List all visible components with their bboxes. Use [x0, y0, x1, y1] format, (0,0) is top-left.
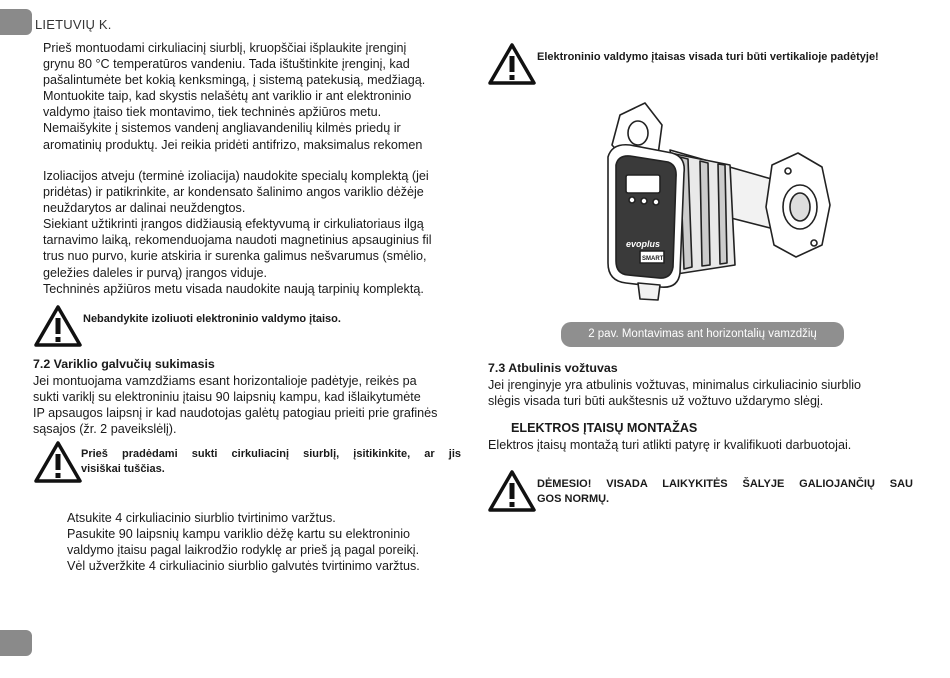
insulation-line: Siekiant užtikrinti įrangos didžiausią efektyvumą ir cirkuliatoriaus ilgą: [43, 217, 424, 232]
warning-attention-line: GOS NORMŲ.: [537, 493, 610, 505]
step-line: Atsukite 4 cirkuliacinio siurblio tvirtinimo varžtus.: [67, 511, 336, 525]
intro-line: Montuokite taip, kad skystis nelašėtų ant variklio ir ant elektroninio: [43, 89, 412, 104]
page-edge-tab-bottom: [0, 630, 32, 656]
rotation-steps: [67, 510, 461, 574]
section-7-3-line: slėgis visada turi būti aukštesnis už vožtuvo uždarymo slėgį.: [488, 394, 824, 409]
intro-line: valdymo įtaiso tiek montavimo, tiek techninės apžiūros metu.: [43, 105, 382, 120]
figure-caption: 2 pav. Montavimas ant horizontalių vamzdžių: [561, 322, 844, 347]
insulation-line: neuždarytos ar dalinai neuždengtos.: [43, 201, 246, 216]
warning-empty-pump-line: visiškai tuščias.: [81, 463, 165, 475]
electric-installation-title: ELEKTROS ĮTAISŲ MONTAŽAS: [511, 421, 698, 435]
language-label: LIETUVIŲ K.: [35, 17, 112, 32]
intro-line: Nemaišykite į sistemos vandenį angliavandenilių kilmės priedų ir: [43, 121, 401, 136]
section-7-2-text: [33, 373, 461, 437]
section-7-2-line: sukti variklį su elektroniniu įtaisu 90 laipsnių kampu, kad išlaikytumėte: [33, 390, 421, 405]
warning-triangle-icon: [488, 42, 536, 86]
section-7-2-title: 7.2 Variklio galvučių sukimasis: [33, 357, 215, 371]
insulation-line: Izoliacijos atveju (terminė izoliacija) naudokite specialų komplektą (jei: [43, 169, 429, 183]
warning-vertical-position: Elektroninio valdymo įtaisas visada turi būti vertikalioje padėtyje!: [537, 51, 879, 63]
warning-empty-pump-line: Prieš pradėdami sukti cirkuliacinį siurblį, įsitikinkite, ar jis: [81, 448, 461, 460]
section-7-3-line: Jei įrenginyje yra atbulinis vožtuvas, minimalus cirkuliacinio siurblio: [488, 378, 862, 392]
insulation-line: trus nuo purvo, kurie atskiria ir surenka galimus nešvarumus (smėlio,: [43, 249, 427, 264]
warning-attention: [537, 477, 913, 507]
warning-triangle-icon: [488, 469, 536, 513]
page-edge-tab-top: [0, 9, 32, 35]
warning-no-insulate: Nebandykite izoliuoti elektroninio valdymo įtaiso.: [83, 313, 341, 325]
section-7-2-line: sąsajos (žr. 2 paveikslėlį).: [33, 422, 177, 437]
section-7-2-line: IP apsaugos laipsnį ir kad naudotojas galėtų patogiau prieiti prie grafinės: [33, 406, 438, 421]
section-7-3-text: [488, 377, 917, 409]
section-7-3-title: 7.3 Atbulinis vožtuvas: [488, 361, 618, 375]
insulation-line: tarnavimo laiką, rekomenduojama naudoti magnetinius apsauginius fil: [43, 233, 432, 248]
intro-line: pašalintumėte bet kokią kenksmingą, į sistemą patekusią, medžiagą.: [43, 73, 426, 88]
pump-brand-logo: evoplus: [626, 239, 661, 249]
step-line: Pasukite 90 laipsnių kampu variklio dėžę kartu su elektroninio: [67, 527, 411, 542]
intro-paragraph: [43, 40, 461, 153]
intro-line: aromatinių produktų. Jei reikia pridėti antifrizo, maksimalus rekomen: [43, 137, 423, 152]
warning-triangle-icon: [34, 304, 82, 348]
insulation-line: pridėtas) ir patikrinkite, ar kondensato šalinimo angos variklio dėžėje: [43, 185, 424, 200]
warning-attention-line: DĖMESIO! VISADA LAIKYKITĖS ŠALYJE GALIOJANČIŲ SAU: [537, 478, 913, 490]
pump-smart-badge: SMART: [642, 256, 664, 262]
electric-installation-text: Elektros įtaisų montažą turi atlikti patyrę ir kvalifikuoti darbuotojai.: [488, 438, 852, 452]
section-7-2-line: Jei montuojama vamzdžiams esant horizontalioje padėtyje, reikės pa: [33, 374, 417, 388]
warning-empty-pump: [81, 447, 461, 477]
insulation-line: Techninės apžiūros metu visada naudokite naują tarpinių komplektą.: [43, 281, 424, 296]
pump-illustration: [560, 95, 850, 310]
warning-triangle-icon: [34, 440, 82, 484]
intro-line: Prieš montuodami cirkuliacinį siurblį, kruopščiai išplaukite įrenginį: [43, 41, 407, 55]
intro-line: grynu 80 °C temperatūros vandeniu. Tada ištuštinkite įrenginį, kad: [43, 57, 410, 72]
insulation-paragraph: [43, 168, 461, 297]
insulation-line: geležies daleles ir purvą) įrangos viduje.: [43, 265, 268, 280]
step-line: valdymo įtaisu pagal laikrodžio rodyklę ar prieš ją pagal poreikį.: [67, 543, 420, 558]
step-line: Vėl užveržkite 4 cirkuliacinio siurblio galvutės tvirtinimo varžtus.: [67, 559, 420, 574]
